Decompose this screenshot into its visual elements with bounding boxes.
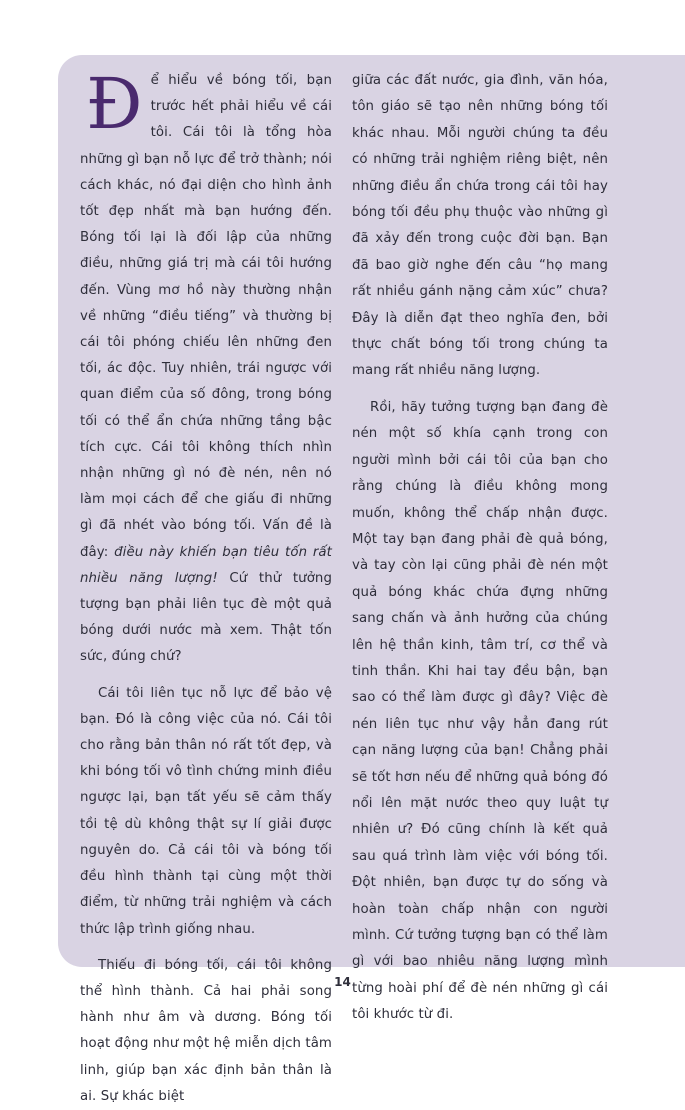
right-text-column	[352, 68, 608, 1029]
paragraph-2: Cái tôi liên tục nỗ lực để bảo vệ bạn. Đó là công việc của nó. Cái tôi cho rằng bản thân nó rất tốt đẹp, và khi bóng tối vô tình chứng minh điều ngược lại, bạn tất yếu sẽ cảm thấy tồi tệ dù không thật sự lí giải được nguyên do. Cả cái tôi và bóng tối đều hình thành tại cùng một thời điểm, từ những trải nghiệm và cách thức lập trình giống nhau.	[80, 685, 332, 937]
page-number: 14	[334, 975, 351, 989]
paragraph-1-emphasis: điều này khiến bạn tiêu tốn rất nhiều năng lượng!	[80, 544, 332, 586]
left-text-column	[80, 63, 332, 1110]
paragraph-4: giữa các đất nước, gia đình, văn hóa, tôn giáo sẽ tạo nên những bóng tối khác nhau. Mỗi người chúng ta đều có những trải nghiệm riêng biệt, nên những điều ẩn chứa trong cái tôi hay bóng tối đều phụ thuộc vào những gì đã xảy đến trong cuộc đời bạn. Bạn đã bao giờ nghe đến câu “họ mang rất nhiều gánh nặng cảm xúc” chưa? Đây là diễn đạt theo nghĩa đen, bởi thực chất bóng tối trong chúng ta mang rất nhiều năng lượng.	[352, 73, 608, 379]
drop-cap: Đ	[86, 63, 143, 145]
paragraph-5: Rồi, hãy tưởng tượng bạn đang đè nén một số khía cạnh trong con người mình bởi cái tôi của bạn cho rằng chúng là điều không mong muốn, không thể chấp nhận được. Một tay bạn đang phải đè quả bóng, và tay còn lại cũng phải đè nén một quả bóng khác chứa đựng những sang chấn và ảnh hưởng của chúng lên hệ thần kinh, tâm trí, cơ thể và tinh thần. Khi hai tay đều bận, bạn sao có thể làm được gì đây? Việc đè nén liên tục như vậy hẳn đang rút cạn năng lượng của bạn! Chẳng phải sẽ tốt hơn nếu để những quả bóng đó nổi lên mặt nước theo quy luật tự nhiên ư? Đó cũng chính là kết quả sau quá trình làm việc với bóng tối. Đột nhiên, bạn được tự do sống và hoàn toàn chấp nhận con người mình. Cứ tưởng tượng bạn có thể làm gì với bao nhiêu năng lượng mình từng hoài phí để đè nén những gì cái tôi khước từ đi.	[352, 399, 608, 1023]
paragraph-1-end: Cứ thử tưởng tượng bạn phải liên tục đè một quả bóng dưới nước mà xem. Thật tốn sức, đúng chứ?	[80, 570, 332, 665]
paragraph-3: Thiếu đi bóng tối, cái tôi không thể hình thành. Cả hai phải song hành như âm và dương. Bóng tối hoạt động như một hệ miễn dịch tâm linh, giúp bạn xác định bản thân là ai. Sự khác biệt	[80, 957, 332, 1104]
paragraph-1-start: ể hiểu về bóng tối, bạn trước hết phải hiểu về cái tôi. Cái tôi là tổng hòa những gì bạn nỗ lực để trở thành; nói cách khác, nó đại diện cho hình ảnh tốt đẹp nhất mà bạn hướng đến. Bóng tối lại là đối lập của những điều, những giá trị mà cái tôi hướng đến. Vùng mơ hồ này thường nhận về những “điều tiếng” và thường bị cái tôi phóng chiếu lên những đen tối, ác độc. Tuy nhiên, trái ngược với quan điểm của số đông, trong bóng tối có thể ẩn chứa những tầng bậc tích cực. Cái tôi không thích nhìn nhận những gì nó đè nén, nên nó làm mọi cách để che giấu đi những gì đã nhét vào bóng tối. Vấn đề là đây:	[80, 73, 332, 560]
paragraph-1	[80, 63, 332, 671]
